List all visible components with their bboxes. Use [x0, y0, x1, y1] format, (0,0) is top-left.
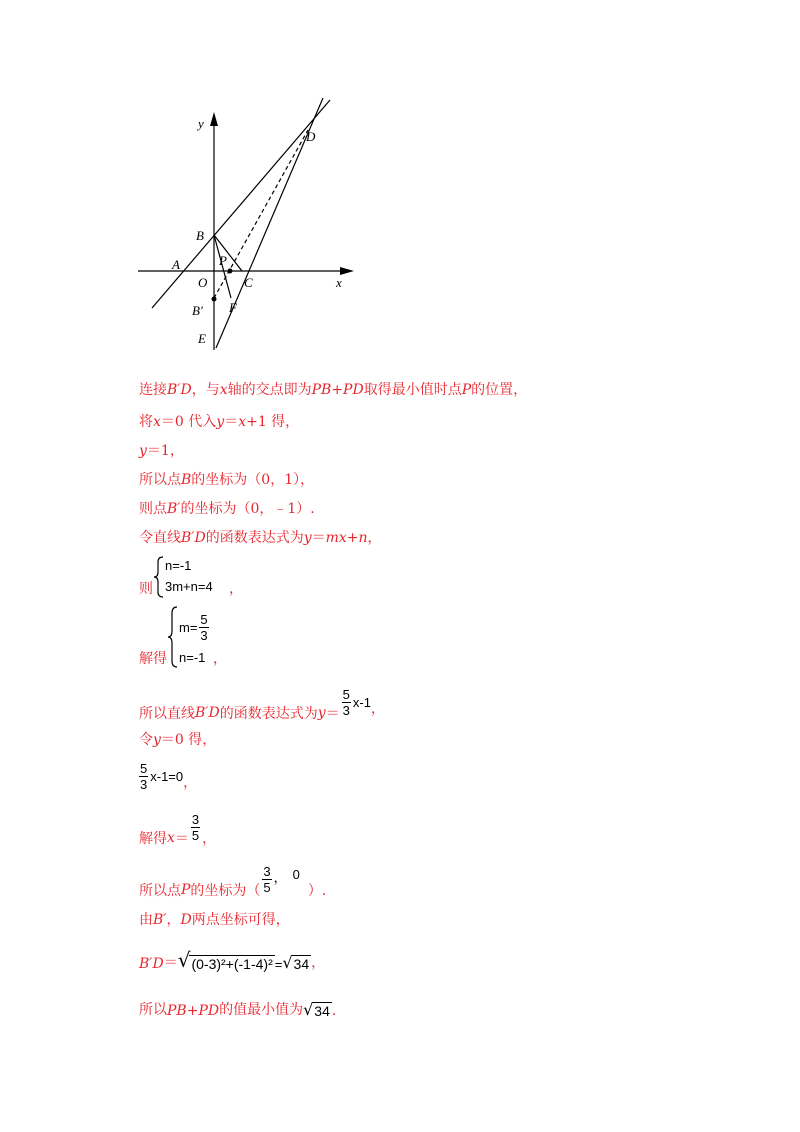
label-d: D — [306, 129, 316, 144]
solution-line-9 — [139, 681, 385, 723]
label-x: x — [336, 275, 342, 290]
label-e: E — [198, 331, 206, 346]
text: 解得 — [139, 831, 167, 847]
text: ＝0 代入 — [160, 414, 217, 430]
expression: x-1 — [352, 694, 371, 710]
text: 的位置， — [471, 382, 528, 398]
solution-line-4 — [139, 471, 314, 489]
label-p: P — [219, 253, 227, 268]
text: ＝ — [311, 530, 326, 546]
text: 令 — [139, 732, 153, 748]
text: ， — [213, 651, 227, 667]
sqrt-icon: √ — [282, 953, 293, 972]
var: x — [238, 414, 247, 430]
text: 的函数表达式为 — [205, 530, 304, 546]
label-y: y — [198, 116, 204, 131]
equation: n=-1 — [165, 558, 192, 573]
dashed-bp-d — [214, 130, 308, 298]
var: y — [139, 443, 147, 459]
text: 的坐标为（ — [190, 883, 261, 899]
text: 由 — [139, 912, 153, 928]
radicand: 34 — [314, 1003, 330, 1019]
var: PB+PD — [311, 382, 364, 398]
text: ， — [367, 530, 382, 546]
text: 的函数表达式为 — [219, 706, 318, 722]
text: ， — [273, 869, 287, 885]
fraction — [191, 812, 200, 843]
var: B′ — [167, 382, 181, 398]
text: 所以点 — [139, 472, 181, 488]
text: ， — [229, 581, 243, 597]
var: D — [194, 530, 206, 546]
label-c: C — [244, 275, 253, 290]
text: 的坐标为（0，1）， — [191, 472, 315, 488]
numerator: 5 — [342, 686, 350, 702]
solution-line-13 — [139, 858, 326, 900]
denominator: 5 — [191, 827, 200, 843]
var: D — [180, 382, 192, 398]
var: y — [303, 530, 312, 546]
text: 取得最小值时点 — [363, 382, 462, 398]
denominator: 3 — [342, 702, 350, 718]
var: B′ — [195, 705, 209, 721]
var: D — [152, 956, 164, 972]
text: ， — [183, 775, 198, 791]
solution-line-6 — [139, 529, 382, 547]
var: y — [153, 732, 161, 748]
numerator: 5 — [140, 760, 148, 776]
text: = — [274, 957, 283, 972]
equation-system-2 — [139, 606, 359, 668]
var: B — [181, 472, 192, 488]
solution-line-1 — [139, 381, 527, 399]
text: ＝ — [163, 955, 178, 971]
text: ＝1， — [146, 443, 184, 459]
radicand: 34 — [293, 956, 310, 972]
var: PB+PD — [167, 1003, 220, 1019]
equation: n=-1 — [179, 650, 206, 665]
text: 轴的交点即为 — [227, 382, 312, 398]
text: ， — [202, 831, 217, 847]
text: ＝ — [224, 414, 239, 430]
var: B′ — [181, 530, 195, 546]
numerator: 3 — [263, 863, 271, 879]
text: 两点坐标可得， — [191, 912, 290, 928]
text: +1 得， — [246, 414, 300, 430]
var: mx+n — [325, 530, 368, 546]
point-p — [228, 269, 233, 274]
solution-line-3 — [139, 442, 184, 460]
numerator: 5 — [200, 612, 208, 627]
var: P — [461, 382, 472, 398]
var: B′ — [167, 501, 181, 517]
text: ＝0 得， — [160, 732, 217, 748]
equation — [179, 612, 211, 643]
var: y — [317, 705, 326, 721]
var: P — [181, 882, 191, 898]
radicand: (0-3)²+(-1-4)² — [191, 956, 273, 972]
text: ）. — [307, 883, 327, 899]
var: y — [216, 414, 225, 430]
label-b-prime: B′ — [192, 303, 203, 318]
expression: x-1=0 — [150, 768, 184, 784]
solution-line-12 — [139, 806, 216, 848]
text: 则 — [139, 581, 153, 597]
solution-line-10 — [139, 731, 216, 749]
var: D — [180, 912, 192, 928]
text: 令直线 — [139, 530, 181, 546]
solution-line-14 — [139, 911, 290, 929]
text: ＝ — [174, 831, 189, 847]
label-o: O — [198, 275, 208, 290]
text: 将 — [139, 414, 153, 430]
var: x — [219, 382, 228, 398]
solution-line-2 — [139, 413, 299, 431]
var: x — [153, 414, 161, 430]
label-a: A — [172, 257, 180, 272]
text: ， — [311, 955, 326, 971]
denominator: 3 — [140, 776, 148, 792]
var: B′ — [139, 956, 153, 972]
text: 所以 — [139, 1002, 167, 1018]
coordinate-figure — [130, 90, 370, 360]
var: B′ — [153, 912, 167, 928]
var: x — [167, 830, 175, 846]
fraction — [262, 864, 271, 895]
text: 所以直线 — [139, 706, 195, 722]
solution-line-16 — [139, 999, 336, 1019]
text: 的坐标为（0，﹣1）. — [180, 501, 315, 517]
text: 解得 — [139, 651, 167, 667]
solution-line-11 — [139, 760, 197, 792]
denominator: 5 — [263, 879, 271, 895]
text: 连接 — [139, 382, 167, 398]
y-axis-arrow-icon — [210, 112, 218, 126]
sqrt-icon: √ — [303, 1000, 314, 1019]
left-brace-icon — [153, 556, 165, 598]
point-b-prime — [212, 297, 217, 302]
var: D — [208, 705, 220, 721]
label-b: B — [196, 228, 204, 243]
text: ， — [166, 912, 181, 928]
solution-line-5 — [139, 500, 315, 518]
x-axis-arrow-icon — [340, 267, 354, 275]
fraction — [342, 687, 351, 718]
equation-system-1 — [139, 556, 359, 598]
text: ＝ — [325, 706, 340, 722]
text: 则点 — [139, 501, 167, 517]
left-brace-icon — [167, 606, 179, 668]
numerator: 3 — [191, 811, 200, 827]
text: 0 — [292, 866, 300, 882]
text: . — [331, 1003, 337, 1019]
label-f: F — [229, 300, 237, 315]
text: 的值最小值为 — [219, 1002, 304, 1018]
solution-line-15 — [139, 948, 325, 972]
text: ， — [370, 701, 385, 717]
denominator: 3 — [200, 628, 208, 643]
text: m= — [179, 620, 198, 635]
fraction — [199, 612, 208, 643]
text: ，与 — [191, 382, 220, 398]
text: 所以点 — [139, 883, 181, 899]
sqrt-icon: √ — [177, 948, 191, 972]
equation: 3m+n=4 — [165, 579, 213, 594]
fraction — [139, 761, 148, 792]
line-abd — [152, 100, 330, 308]
